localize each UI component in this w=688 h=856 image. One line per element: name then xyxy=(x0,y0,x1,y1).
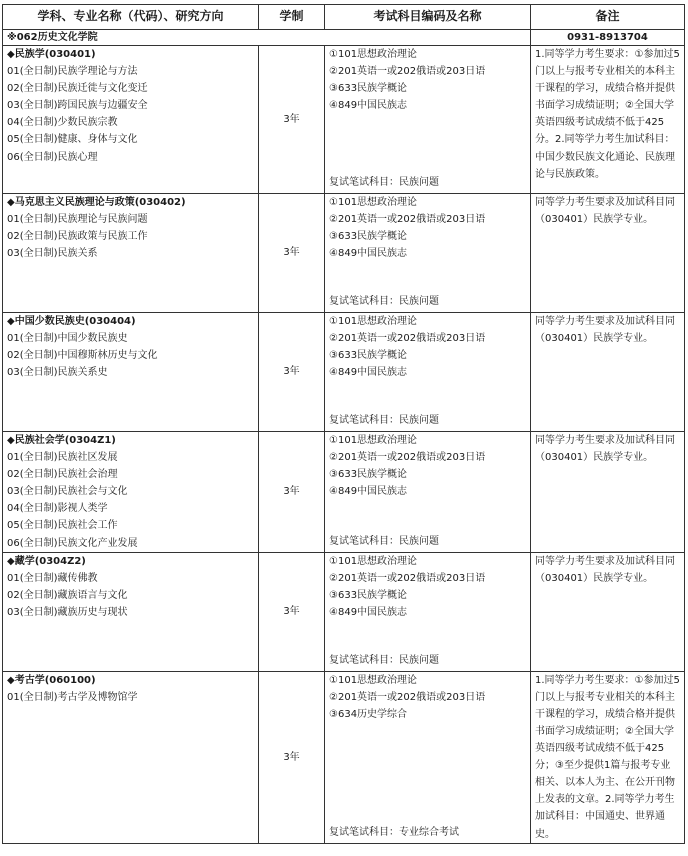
exam-subject: ②201英语一或202俄语或203日语 xyxy=(329,66,486,78)
program-row xyxy=(3,552,685,671)
exam-subject: ①101思想政治理论 xyxy=(329,316,418,327)
college-phone: 0931-8913704 xyxy=(531,30,685,46)
exam-subject: ③633民族学概论 xyxy=(329,83,408,95)
program-notes: 同等学力考生要求及加试科目同（030401）民族学专业。 xyxy=(531,552,685,671)
program-cell xyxy=(3,313,259,432)
research-direction: 03(全日制)藏族历史与现状 xyxy=(7,606,128,618)
major-title: ◆藏学(0304Z2) xyxy=(7,555,86,567)
research-direction: 01(全日制)考古学及博物馆学 xyxy=(7,691,138,703)
exam-subject: ①101思想政治理论 xyxy=(329,674,418,686)
research-direction: 01(全日制)民族理论与民族问题 xyxy=(7,214,148,226)
retest-subject: 复试笔试科目：民族问题 xyxy=(329,295,439,307)
program-notes: 1.同等学力考生要求：①参加过5门以上与报考专业相关的本科主干课程的学习，成绩合格并提供书面学习成绩证明；②全国大学英语四级考试成绩不低于425分；③至少提供1篇与报考专业相关、以本人为主、在公开刊物上发表的文章。2.同等学力考生加试科目：中国通史、世界通史。 xyxy=(531,671,685,843)
exam-subject: ③633民族学概论 xyxy=(329,589,408,601)
exam-subjects-cell xyxy=(325,194,531,313)
major-title: ◆马克思主义民族理论与政策(030402) xyxy=(7,197,186,208)
program-notes: 1.同等学力考生要求：①参加过5门以上与报考专业相关的本科主干课程的学习，成绩合格并提供书面学习成绩证明；②全国大学英语四级考试成绩不低于425分。2.同等学力考生加试科目：中国少数民族文化通论、民族理论与民族政策。 xyxy=(531,46,685,194)
program-notes: 同等学力考生要求及加试科目同（030401）民族学专业。 xyxy=(531,313,685,432)
exam-subject: ③633民族学概论 xyxy=(329,469,408,481)
research-direction: 03(全日制)民族关系 xyxy=(7,248,98,260)
exam-subject: ④849中国民族志 xyxy=(329,486,408,498)
program-cell xyxy=(3,671,259,843)
program-row xyxy=(3,194,685,313)
program-cell xyxy=(3,46,259,194)
program-years: 3年 xyxy=(259,194,325,313)
research-direction: 06(全日制)民族心理 xyxy=(7,151,98,163)
college-row xyxy=(3,30,685,46)
research-direction: 02(全日制)民族迁徙与文化变迁 xyxy=(7,83,148,95)
exam-subject: ④849中国民族志 xyxy=(329,367,408,379)
exam-subject: ①101思想政治理论 xyxy=(329,555,418,567)
program-row xyxy=(3,432,685,553)
program-years: 3年 xyxy=(259,432,325,553)
exam-subjects-cell xyxy=(325,552,531,671)
research-direction: 01(全日制)中国少数民族史 xyxy=(7,333,128,345)
research-direction: 05(全日制)民族社会工作 xyxy=(7,520,118,532)
program-notes: 同等学力考生要求及加试科目同（030401）民族学专业。 xyxy=(531,432,685,553)
retest-subject: 复试笔试科目：民族问题 xyxy=(329,654,439,666)
exam-subjects-cell xyxy=(325,432,531,553)
program-row xyxy=(3,46,685,194)
header-row xyxy=(3,5,685,30)
research-direction: 03(全日制)跨国民族与边疆安全 xyxy=(7,100,148,112)
college-name: ※062历史文化学院 xyxy=(3,30,531,46)
header-notes: 备注 xyxy=(531,5,685,30)
header-major: 学科、专业名称（代码）、研究方向 xyxy=(3,5,259,30)
program-notes: 同等学力考生要求及加试科目同（030401）民族学专业。 xyxy=(531,194,685,313)
research-direction: 01(全日制)藏传佛教 xyxy=(7,572,98,584)
research-direction: 04(全日制)影视人类学 xyxy=(7,503,108,515)
program-cell xyxy=(3,432,259,553)
exam-subject: ③634历史学综合 xyxy=(329,708,408,720)
program-years: 3年 xyxy=(259,552,325,671)
program-row xyxy=(3,313,685,432)
research-direction: 01(全日制)民族社区发展 xyxy=(7,452,118,464)
exam-subject: ②201英语一或202俄语或203日语 xyxy=(329,452,486,464)
retest-subject: 复试笔试科目：民族问题 xyxy=(329,414,439,426)
research-direction: 03(全日制)民族关系史 xyxy=(7,367,108,379)
retest-subject: 复试笔试科目：民族问题 xyxy=(329,535,439,547)
research-direction: 02(全日制)民族社会治理 xyxy=(7,469,118,481)
major-title: ◆考古学(060100) xyxy=(7,674,96,686)
program-row xyxy=(3,671,685,843)
program-cell xyxy=(3,552,259,671)
research-direction: 04(全日制)少数民族宗教 xyxy=(7,117,118,129)
exam-subject: ②201英语一或202俄语或203日语 xyxy=(329,214,486,226)
research-direction: 02(全日制)民族政策与民族工作 xyxy=(7,231,148,243)
research-direction: 02(全日制)中国穆斯林历史与文化 xyxy=(7,350,158,362)
exam-subject: ②201英语一或202俄语或203日语 xyxy=(329,691,486,703)
research-direction: 03(全日制)民族社会与文化 xyxy=(7,486,128,498)
major-title: ◆民族社会学(0304Z1) xyxy=(7,435,116,446)
research-direction: 02(全日制)藏族语言与文化 xyxy=(7,589,128,601)
exam-subjects-cell xyxy=(325,671,531,843)
exam-subject: ③633民族学概论 xyxy=(329,350,408,362)
research-direction: 06(全日制)民族文化产业发展 xyxy=(7,537,138,549)
retest-subject: 复试笔试科目：专业综合考试 xyxy=(329,826,459,838)
exam-subject: ②201英语一或202俄语或203日语 xyxy=(329,572,486,584)
exam-subject: ③633民族学概论 xyxy=(329,231,408,243)
major-title: ◆民族学(030401) xyxy=(7,49,96,60)
program-years: 3年 xyxy=(259,46,325,194)
header-years: 学制 xyxy=(259,5,325,30)
exam-subject: ①101思想政治理论 xyxy=(329,197,418,208)
catalog-table xyxy=(2,4,685,844)
exam-subject: ④849中国民族志 xyxy=(329,606,408,618)
exam-subject: ①101思想政治理论 xyxy=(329,435,418,446)
exam-subjects-cell xyxy=(325,46,531,194)
header-subjects: 考试科目编码及名称 xyxy=(325,5,531,30)
exam-subject: ②201英语一或202俄语或203日语 xyxy=(329,333,486,345)
exam-subject: ①101思想政治理论 xyxy=(329,49,418,60)
retest-subject: 复试笔试科目：民族问题 xyxy=(329,176,439,188)
program-cell xyxy=(3,194,259,313)
research-direction: 01(全日制)民族学理论与方法 xyxy=(7,66,138,78)
exam-subject: ④849中国民族志 xyxy=(329,100,408,112)
exam-subjects-cell xyxy=(325,313,531,432)
major-title: ◆中国少数民族史(030404) xyxy=(7,316,136,327)
program-years: 3年 xyxy=(259,671,325,843)
research-direction: 05(全日制)健康、身体与文化 xyxy=(7,134,138,146)
exam-subject: ④849中国民族志 xyxy=(329,248,408,260)
program-years: 3年 xyxy=(259,313,325,432)
